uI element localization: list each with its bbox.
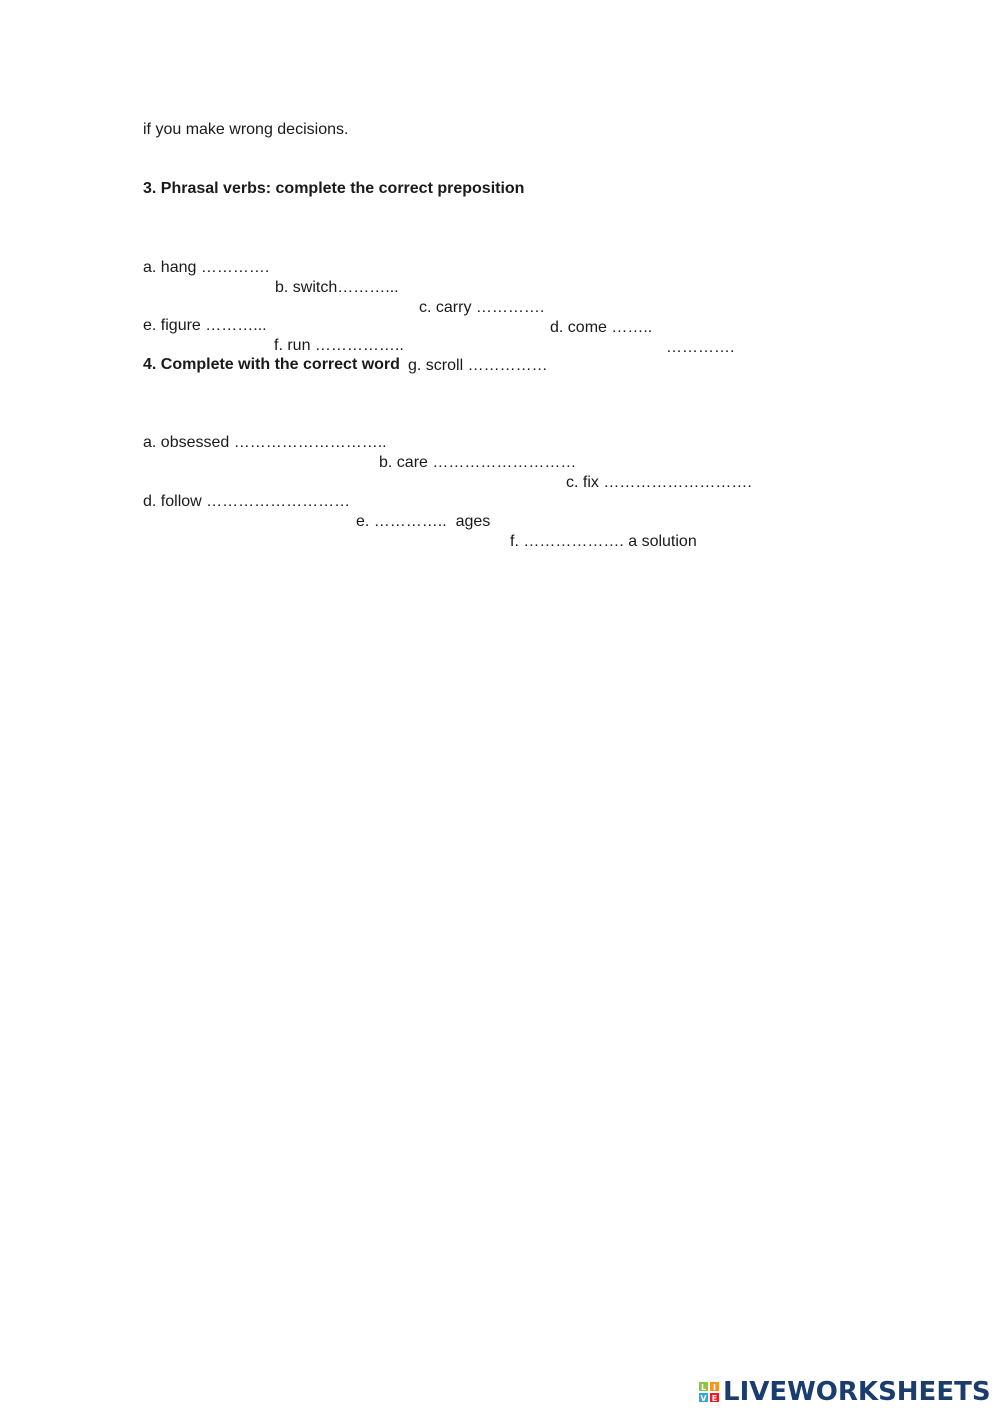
word-item-b: b. care ……………………… — [379, 454, 577, 471]
logo-text: LIVEWORKSHEETS — [723, 1377, 991, 1407]
liveworksheets-logo — [698, 1376, 991, 1408]
liveworksheets-mark-icon — [698, 1381, 720, 1403]
word-item-d: d. follow ……………………… — [143, 493, 351, 510]
intro-text: if you make wrong decisions. — [143, 121, 349, 138]
phrasal-item-a: a. hang …………. — [143, 259, 270, 276]
section-4-heading: 4. Complete with the correct word — [143, 356, 400, 373]
phrasal-item-c: c. carry …………. — [419, 299, 545, 316]
word-item-f: f. ………………. a solution — [510, 533, 697, 550]
logo-mark-letter: L — [698, 1381, 709, 1392]
phrasal-item-g: g. scroll …………… — [408, 357, 548, 374]
phrasal-item-e: e. figure ………... — [143, 317, 267, 334]
section-3-heading: 3. Phrasal verbs: complete the correct preposition — [143, 180, 525, 197]
phrasal-item-b: b. switch………... — [275, 279, 399, 296]
logo-mark-letter: V — [698, 1392, 709, 1403]
word-item-e: e. ………….. ages — [356, 513, 491, 530]
logo-mark-letter: E — [709, 1392, 720, 1403]
phrasal-item-f: f. run …………….. — [274, 337, 404, 354]
phrasal-item-d-blank: …………. — [666, 339, 735, 356]
word-item-c: c. fix ………………………. — [566, 474, 752, 491]
logo-mark-letter: I — [709, 1381, 720, 1392]
phrasal-item-d: d. come …….. — [550, 319, 653, 336]
word-item-a: a. obsessed ……………………….. — [143, 434, 387, 451]
